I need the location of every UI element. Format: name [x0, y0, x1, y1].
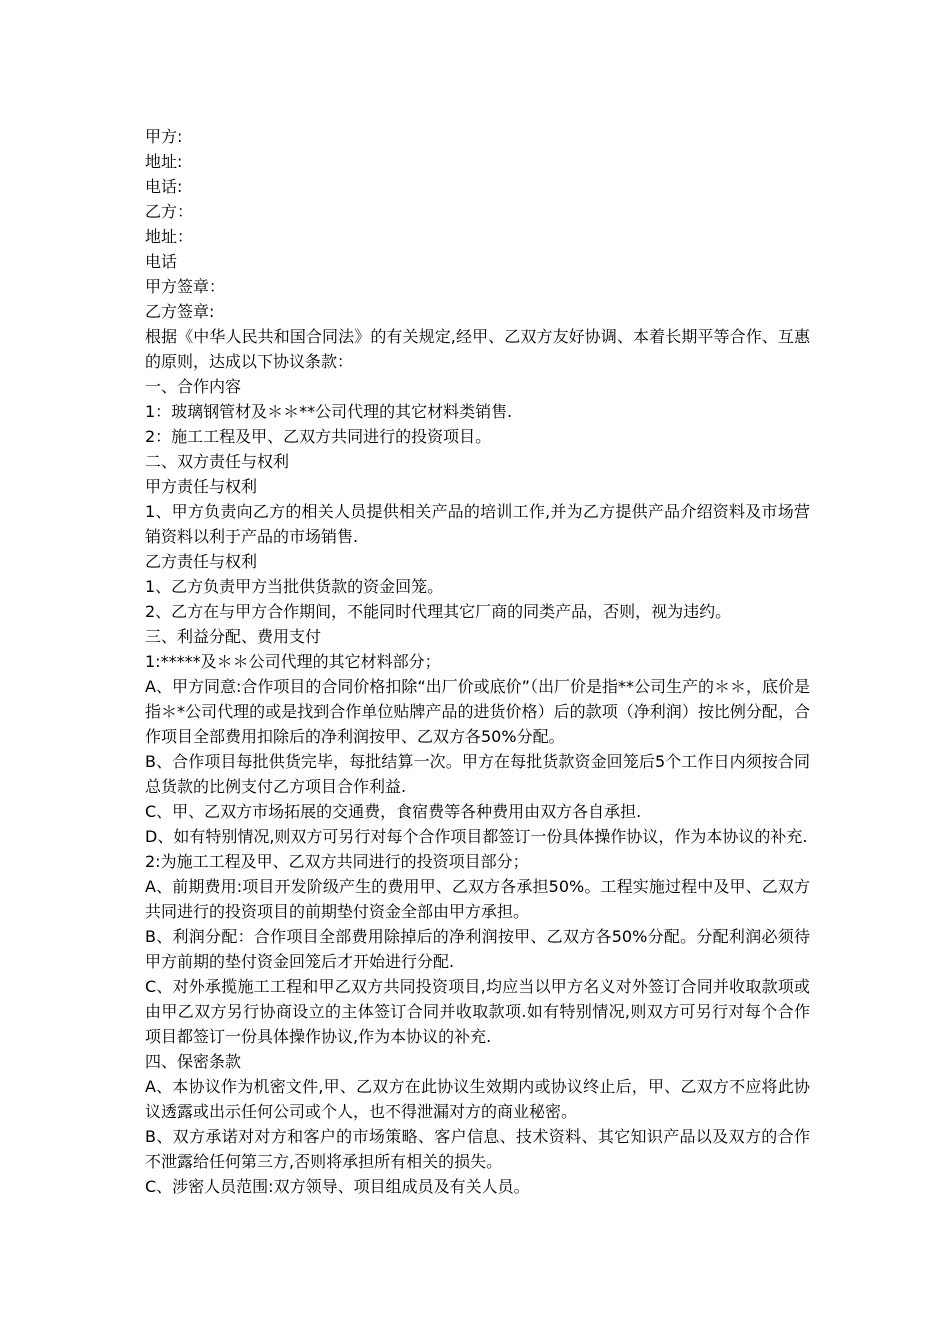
clause-paragraph: B、双方承诺对对方和客户的市场策略、客户信息、技术资料、其它知识产品以及双方的合作不泄露给任何第三方,否则将承担所有相关的损失。: [145, 1127, 810, 1171]
clause-paragraph: 1:*****及＊＊公司代理的其它材料部分；: [145, 652, 441, 671]
party-a-label: 甲方:: [145, 127, 183, 146]
party-b-label: 乙方：: [145, 202, 194, 221]
clause-paragraph: B、利润分配：合作项目全部费用除掉后的净利润按甲、乙双方各50%分配。分配利润必须待甲方前期的垫付资金回笼后才开始进行分配.: [145, 927, 810, 971]
clause-paragraph: C、涉密人员范围:双方领导、项目组成员及有关人员。: [145, 1177, 530, 1196]
clause-paragraph: 2、乙方在与甲方合作期间，不能同时代理其它厂商的同类产品，否则，视为违约。: [145, 602, 732, 621]
section-heading-cooperation: 一、合作内容: [145, 377, 242, 396]
clause-paragraph: 2:为施工工程及甲、乙双方共同进行的投资项目部分；: [145, 852, 529, 871]
party-a-phone: 电话:: [145, 177, 183, 196]
party-a-address: 地址:: [145, 152, 183, 171]
subheading-party-a: 甲方责任与权利: [145, 477, 258, 496]
clause-paragraph: B、合作项目每批供货完毕，每批结算一次。甲方在每批货款资金回笼后5个工作日内须按合同总货款的比例支付乙方项目合作利益.: [145, 752, 810, 796]
contract-document: [145, 124, 810, 1199]
clause-paragraph: 1、甲方负责向乙方的相关人员提供相关产品的培训工作,并为乙方提供产品介绍资料及市场营销资料以利于产品的市场销售.: [145, 502, 810, 546]
party-b-address: 地址：: [145, 227, 194, 246]
section-heading-responsibilities: 二、双方责任与权利: [145, 452, 290, 471]
clause-paragraph: A、甲方同意:合作项目的合同价格扣除“出厂价或底价”（出厂价是指**公司生产的＊＊，底价是指＊*公司代理的或是找到合作单位贴牌产品的进货价格）后的款项（净利润）按比例分配，合作项目全部费用扣除后的净利润按甲、乙双方各50%分配。: [145, 677, 810, 746]
clause-paragraph: D、如有特别情况,则双方可另行对每个合作项目都签订一份具体操作协议，作为本协议的补充.: [145, 827, 808, 846]
preamble-paragraph: 根据《中华人民共和国合同法》的有关规定,经甲、乙双方友好协调、本着长期平等合作、互惠的原则，达成以下协议条款：: [145, 327, 810, 371]
party-a-signature: 甲方签章：: [145, 277, 226, 296]
clause-paragraph: 2：施工工程及甲、乙双方共同进行的投资项目。: [145, 427, 492, 446]
clause-paragraph: A、本协议作为机密文件,甲、乙双方在此协议生效期内或协议终止后，甲、乙双方不应将此协议透露或出示任何公司或个人，也不得泄漏对方的商业秘密。: [145, 1077, 810, 1121]
section-heading-confidentiality: 四、保密条款: [145, 1052, 242, 1071]
clause-paragraph: 1、乙方负责甲方当批供货款的资金回笼。: [145, 577, 444, 596]
section-heading-profit: 三、利益分配、费用支付: [145, 627, 322, 646]
party-b-signature: 乙方签章:: [145, 302, 215, 321]
party-b-phone: 电话: [145, 252, 178, 271]
subheading-party-b: 乙方责任与权利: [145, 552, 258, 571]
clause-paragraph: A、前期费用:项目开发阶级产生的费用甲、乙双方各承担50%。工程实施过程中及甲、乙双方共同进行的投资项目的前期垫付资金全部由甲方承担。: [145, 877, 810, 921]
clause-paragraph: C、甲、乙双方市场拓展的交通费，食宿费等各种费用由双方各自承担.: [145, 802, 642, 821]
clause-paragraph: C、对外承揽施工工程和甲乙双方共同投资项目,均应当以甲方名义对外签订合同并收取款项或由甲乙双方另行协商设立的主体签订合同并收取款项.如有特别情况,则双方可另行对每个合作项目都签订一份具体操作协议,作为本协议的补充.: [145, 977, 810, 1046]
clause-paragraph: 1：玻璃钢管材及＊＊**公司代理的其它材料类销售.: [145, 402, 513, 421]
